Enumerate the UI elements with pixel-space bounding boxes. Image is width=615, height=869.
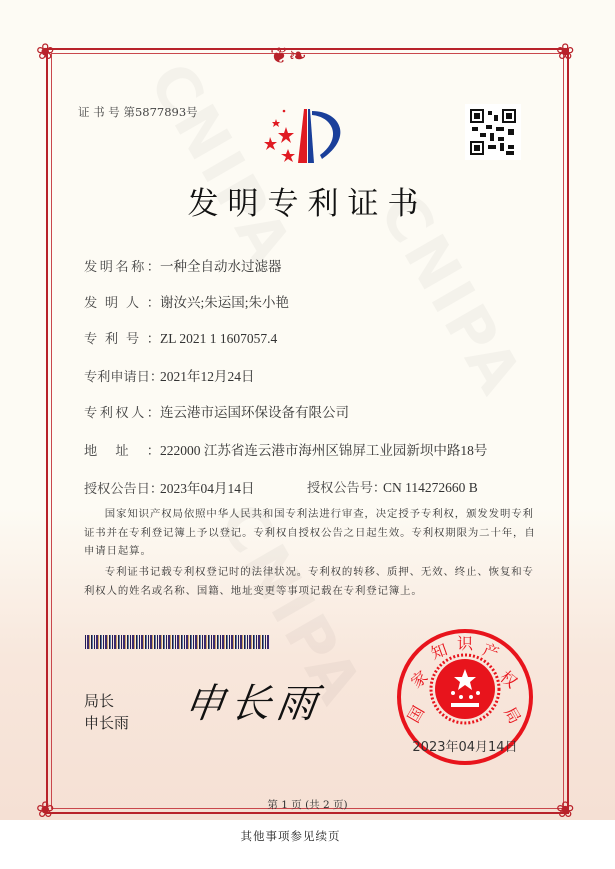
official-seal (395, 627, 535, 767)
field-label: 专利权人： (84, 406, 160, 421)
continuation-note: 其他事项参见续页 (229, 825, 352, 847)
corner-ornament: ❀ (36, 40, 55, 65)
field-value: CN 114272660 B (383, 480, 478, 495)
field-label: 专利申请日： (84, 370, 164, 385)
svg-text:权: 权 (496, 666, 521, 692)
field-address (84, 439, 487, 459)
corner-ornament: ❀ (556, 798, 575, 823)
field-label: 授权公告日： (84, 482, 164, 497)
field-value: 谢汝兴;朱运国;朱小艳 (160, 295, 290, 310)
field-grant-number (307, 477, 478, 496)
page-title: 发明专利证书 (187, 186, 428, 222)
field-patent-number (84, 328, 277, 347)
field-label: 授权公告号： (307, 481, 387, 496)
qr-code (465, 104, 521, 160)
legal-status-statement: 专利证书记载专利权登记时的法律状况。专利权的转移、质押、无效、终止、恢复和专利权人的姓名或名称、国籍、地址变更等事项记载在专利登记簿上。 (84, 566, 534, 597)
handwritten-signature: 申长雨 (181, 681, 326, 727)
svg-text:家: 家 (407, 666, 432, 692)
corner-ornament: ❀ (556, 40, 575, 65)
svg-text:产: 产 (480, 639, 502, 664)
svg-text:知: 知 (428, 639, 450, 664)
field-label: 专利号： (84, 332, 160, 347)
field-value: ZL 2021 1 1607057.4 (160, 331, 278, 346)
field-value: 2021年12月24日 (160, 369, 255, 384)
field-label: 发明人： (84, 296, 160, 311)
top-ornament: ❦❧ (270, 44, 307, 69)
field-value: 222000 江苏省连云港市海州区锦屏工业园新坝中路18号 (160, 443, 488, 458)
signatory-title: 局长 (84, 692, 115, 710)
seal-date: 2023年04月14日 (412, 740, 518, 755)
corner-ornament: ❀ (36, 798, 55, 823)
field-label: 发明名称： (84, 260, 160, 275)
svg-text:识: 识 (457, 634, 474, 653)
svg-text:国: 国 (403, 702, 429, 727)
field-grant-date (84, 477, 255, 497)
grant-statement: 国家知识产权局依照中华人民共和国专利法进行审查，决定授予专利权，颁发发明专利证书并在专利登记簿上予以登记。专利权自授权公告之日起生效。专利权期限为二十年，自申请日起算。 (84, 508, 536, 557)
field-value: 2023年04月14日 (160, 481, 255, 496)
field-application-date (84, 365, 255, 385)
barcode (85, 635, 269, 649)
field-patentee (84, 401, 349, 421)
field-inventors (84, 291, 289, 311)
svg-text:局: 局 (500, 703, 525, 727)
page-indicator: 第 1 页 (共 2 页) (267, 799, 348, 811)
certificate-number: 证 书 号 第5877893号 (78, 105, 198, 119)
cnipa-logo (262, 105, 354, 167)
signatory-name: 申长雨 (84, 714, 130, 732)
field-label: 地址： (84, 444, 160, 459)
field-value: 连云港市运国环保设备有限公司 (160, 405, 349, 420)
field-invention-name (84, 255, 282, 275)
field-value: 一种全自动水过滤器 (160, 259, 282, 274)
